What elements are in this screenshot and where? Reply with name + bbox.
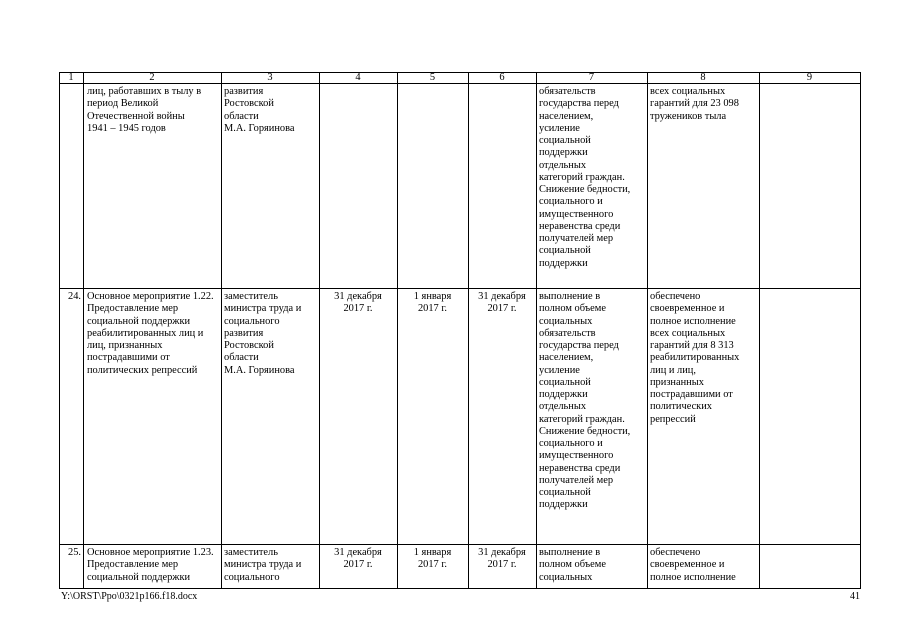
- column-divider: [647, 72, 648, 589]
- row-divider: [59, 544, 861, 545]
- column-divider: [83, 72, 84, 589]
- column-divider: [319, 72, 320, 589]
- column-divider: [468, 72, 469, 589]
- row-divider: [59, 588, 861, 589]
- column-header: 9: [806, 72, 813, 83]
- table-cell-end-date: 31 декабря 2017 г.: [478, 291, 526, 315]
- table-cell-end-date: 31 декабря 2017 г.: [478, 547, 526, 571]
- table-cell-actual-result: всех социальных гарантий для 23 098 тружеников тыла: [650, 86, 739, 122]
- table-cell-responsible: развития Ростовской области М.А. Горяинова: [224, 86, 295, 134]
- table-cell-planned-date: 31 декабря 2017 г.: [334, 547, 382, 571]
- table-cell-number: 24.: [68, 291, 81, 302]
- table-cell-responsible: заместитель министра труда и социального развития Ростовской области М.А. Горяинова: [224, 291, 302, 376]
- table-cell-actual-result: обеспечено своевременное и полное исполнение: [650, 547, 736, 583]
- column-header: 8: [700, 72, 706, 83]
- table-cell-event: лиц, работавших в тылу в период Великой Отечественной войны 1941 – 1945 годов: [87, 86, 202, 134]
- row-divider: [59, 288, 861, 289]
- table-cell-responsible: заместитель министра труда и социального: [224, 547, 302, 583]
- column-divider: [536, 72, 537, 589]
- table-cell-event: Основное мероприятие 1.23. Предоставление мер социальной поддержки: [87, 547, 214, 583]
- column-header: 7: [588, 72, 595, 83]
- column-header: 3: [267, 72, 273, 83]
- file-path-footer: Y:\ORST\Ppo\0321p166.f18.docx: [61, 591, 198, 602]
- page-number: 41: [850, 591, 860, 602]
- column-header: 6: [499, 72, 505, 83]
- table-cell-start-date: 1 января 2017 г.: [413, 547, 452, 571]
- table-cell-event: Основное мероприятие 1.22. Предоставление мер социальной поддержки реабилитированных лиц и лиц, признанных пострадавшими от политических репрессий: [87, 291, 214, 376]
- column-divider: [221, 72, 222, 589]
- column-header: 1: [68, 72, 74, 83]
- table-cell-start-date: 1 января 2017 г.: [413, 291, 452, 315]
- column-divider: [759, 72, 760, 589]
- table-cell-actual-result: обеспечено своевременное и полное исполнение всех социальных гарантий для 8 313 реабилитированных лиц и лиц, признанных пострадавшими от политических репрессий: [650, 291, 740, 425]
- table-cell-expected-result: обязательств государства перед населением, усиление социальной поддержки отдельных категорий граждан. Снижение бедности, социального и имущественного неравенства среди получателей мер социальной поддержки: [539, 86, 631, 269]
- table-cell-planned-date: 31 декабря 2017 г.: [334, 291, 382, 315]
- table-cell-number: 25.: [68, 547, 81, 558]
- table-border-right: [860, 72, 861, 589]
- table-cell-expected-result: выполнение в полном объеме социальных: [539, 547, 606, 583]
- column-divider: [397, 72, 398, 589]
- column-header: 5: [429, 72, 436, 83]
- column-header: 4: [355, 72, 361, 83]
- table-cell-expected-result: выполнение в полном объеме социальных обязательств государства перед населением, усиление социальной поддержки отдельных категорий граждан. Снижение бедности, социального и имущественного неравенства среди получателей мер социальной поддержки: [539, 291, 631, 511]
- table-border-left: [59, 72, 60, 589]
- column-header: 2: [149, 72, 155, 83]
